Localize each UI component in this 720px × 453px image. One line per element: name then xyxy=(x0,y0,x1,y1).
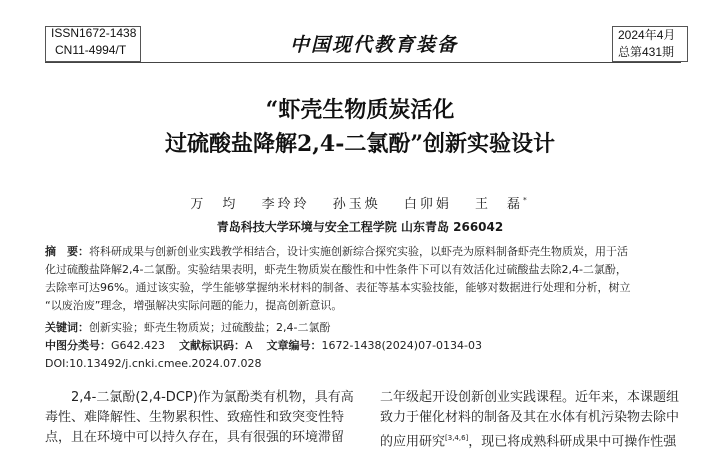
body-line: 致力于催化材料的制备及其在水体有机污染物去除中 xyxy=(380,410,680,425)
keywords-row xyxy=(45,320,330,336)
classification-row xyxy=(45,338,482,354)
title-line-1: “虾壳生物质炭活化 xyxy=(265,97,455,123)
article-no-label: 文章编号： xyxy=(266,339,322,352)
body-line: 2,4-二氯酚(2,4-DCP)作为氯酚类有机物，具有高 xyxy=(71,390,354,405)
body-line: 的应用研究[3,4,6]，现已将成熟科研成果中可操作性强 xyxy=(380,434,677,450)
author-list xyxy=(0,193,720,212)
issue-date: 2024年4月 xyxy=(618,28,676,42)
title-line-2: 过硫酸盐降解2,4-二氯酚”创新实验设计 xyxy=(164,131,556,157)
author-name: 白卯娟 xyxy=(403,197,452,212)
body-left-column xyxy=(45,388,360,448)
body-line: 点，且在环境中可以持久存在，具有很强的环境滞留 xyxy=(45,430,345,445)
clc-value: G642.423 xyxy=(111,339,166,352)
keywords: 创新实验；虾壳生物质炭；过硫酸盐；2,4-二氯酚 xyxy=(89,321,331,334)
corresponding-mark: * xyxy=(523,196,530,205)
header-rule xyxy=(45,62,681,63)
abstract-line: “以废治废”理念，增强解决实际问题的能力，提高创新意识。 xyxy=(45,299,343,312)
article-no-value: 1672-1438(2024)07-0134-03 xyxy=(321,339,483,352)
abstract-line: 将科研成果与创新创业实践教学相结合，设计实施创新综合探究实验，以虾壳为原料制备虾壳生物质炭，用于活 xyxy=(89,245,628,258)
clc-label: 中图分类号： xyxy=(45,339,111,352)
author-name: 孙玉焕 xyxy=(332,197,381,212)
abstract-line: 去除率可达96%。通过该实验，学生能够掌握纳米材料的制备、表征等基本实验技能，能够对数据进行处理和分析，树立 xyxy=(45,281,631,294)
author-name: 王 磊 xyxy=(475,197,524,212)
doc-code-value: A xyxy=(245,339,253,352)
body-right-column xyxy=(380,388,695,452)
author-name: 李玲玲 xyxy=(261,197,310,212)
issue-total: 总第431期 xyxy=(618,45,675,59)
citation-ref[interactable]: [3,4,6] xyxy=(445,434,469,442)
author-name: 万 均 xyxy=(190,197,239,212)
abstract-line: 化过硫酸盐降解2,4-二氯酚。实验结果表明，虾壳生物质炭在酸性和中性条件下可以有效活化过硫酸盐去除2,4-二氯酚， xyxy=(45,263,627,276)
keywords-label: 关键词： xyxy=(45,321,89,334)
issn: ISSN1672-1438 xyxy=(51,26,137,40)
cn-number: CN11-4994/T xyxy=(55,43,127,57)
journal-name: 中国现代教育装备 xyxy=(290,34,459,56)
abstract xyxy=(45,243,685,315)
abstract-label: 摘 要： xyxy=(45,245,89,258)
body-line: 二年级起开设创新创业实践课程。近年来，本课题组 xyxy=(380,390,680,405)
doc-code-label: 文献标识码： xyxy=(179,339,246,352)
affiliation: 青岛科技大学环境与安全工程学院 山东青岛 266042 xyxy=(216,220,504,234)
body-line: 毒性、难降解性、生物累积性、致癌性和致突变性特 xyxy=(45,410,345,425)
doi: DOI:10.13492/j.cnki.cmee.2024.07.028 xyxy=(45,357,262,370)
